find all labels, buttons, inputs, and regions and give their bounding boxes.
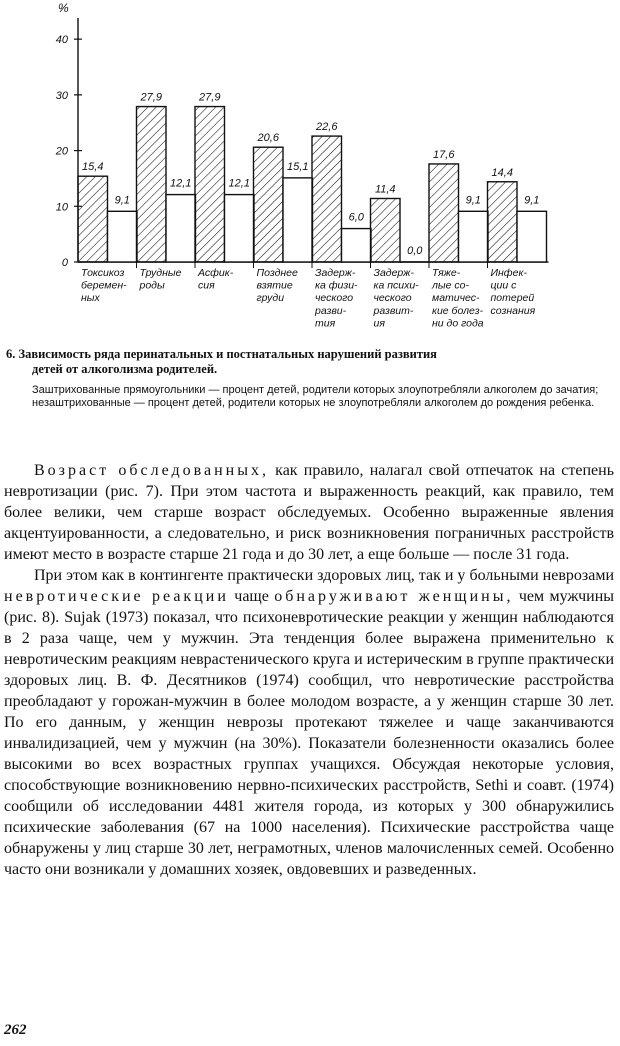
paragraph-1 [4,460,614,565]
spaced-phrase-1: Возраст обследованных, [34,462,269,479]
bar-plain [459,211,489,262]
y-tick-label: 30 [55,89,68,102]
figure-note: Заштрихованные прямоугольники — процент детей, родители которых злоупотребляли алкоголем до зачатия; незаштрихованные — процент детей, родители которых не злоупотребляли алкоголем до рождения ребенка. [32,384,599,409]
body-text [4,460,614,880]
bar-chart [0,0,620,345]
value-label-plain: 9,1 [114,194,130,207]
value-label-hatched: 11,4 [374,183,396,196]
bar-plain [517,211,547,262]
bar-hatched [254,147,284,262]
category-label: Тяже-лые со-матичес-кие болез-ни до года [432,267,484,330]
paragraph-2-text: чем мужчины (рис. 8). Sujak (1973) показал, что психоневротические реакции у женщин наблюдаются в 2 раза чаще, чем у мужчин. Эта тенденция более выражена применительно к невротическим реакциям неврастенического круга и истерическим в группе практически здоровых лиц. В. Ф. Десятников (1974) сообщил, что невротические расстройства преобладают у горожан-мужчин в более молодом возрасте, а у женщин старше 30 лет. По его данным, у женщин неврозы протекают тяжелее и чаще заканчиваются инвалидизацией, чем у мужчин (на 30%). Показатели болезненности оказались более высокими во всех возрастных группах учащихся. Обсуждая некоторые условия, способствующие возникновению нервно-психических расстройств, Sethi и соавт. (1974) сообщили об исследовании 4481 жителя города, из которых у 300 обнаружились психические заболевания (67 на 1000 населения). Психические расстройства чаще обнаружены у лиц старше 30 лет, неграмотных, членов малочисленных семей. Особенно часто они возникали у домашних хозяек, овдовевших и разведенных. [4,588,614,878]
value-label-hatched: 15,4 [82,161,104,174]
figure-caption [6,347,612,377]
value-label-hatched: 22,6 [316,121,338,134]
y-tick-label: 40 [55,34,68,47]
bar-hatched [429,164,459,262]
bar-hatched [78,176,108,262]
bar-plain [225,195,255,262]
bar-hatched [312,136,342,262]
value-label-hatched: 27,9 [199,91,221,104]
value-label-plain: 15,1 [287,160,309,173]
bar-hatched [371,198,401,262]
category-label: Задерж-ка психи-ческого развит-ия [373,267,419,330]
y-tick-label: 0 [61,257,68,269]
value-label-hatched: 20,6 [257,132,279,145]
bar-plain [108,211,138,262]
paragraph-2-start: При этом как в контингенте практически здоровых лиц, так и у больными неврозами [34,567,614,584]
bar-plain [342,229,372,262]
value-label-plain: 0,0 [407,245,423,257]
category-label: Инфек-ции с потерей сознания [490,267,536,317]
value-label-hatched: 14,4 [491,166,513,179]
category-label: Асфик-сия [198,267,234,292]
value-label-plain: 9,1 [524,194,540,207]
y-axis-unit: % [58,1,69,15]
value-label-hatched: 17,6 [433,148,455,161]
category-label: Трудные роды [139,267,182,292]
value-label-plain: 12,1 [170,177,192,190]
caption-line-1: Зависимость ряда перинатальных и постнатальных нарушений развития [18,347,437,361]
y-tick-label: 20 [55,145,68,158]
spaced-phrase-2: невротические реакции [4,588,229,605]
paragraph-2 [4,565,614,880]
bar-hatched [488,182,518,262]
spaced-phrase-3: обнаруживают женщины, [274,588,514,605]
value-label-hatched: 27,9 [140,91,162,104]
value-label-plain: 12,1 [228,177,250,190]
bar-plain [166,195,196,262]
value-label-plain: 9,1 [465,194,481,207]
category-label: Позднее взятие груди [256,267,298,305]
category-label: Задерж-ка физи-ческого разви-тия [315,267,358,330]
bar-hatched [137,107,167,262]
category-label: Токсикоз беремен-ных [81,267,127,305]
bar-hatched [195,107,225,262]
paragraph-1-text: как правило, налагал свой отпечаток на степень невротизации (рис. 7). При этом частота и выраженность реакций, как правило, тем более велики, чем старше возраст обследуемых. Особенно выраженные явления акцентуированности, а следовательно, и риск возникновения пограничных расстройств имеют место в возрасте старше 21 года и до 30 лет, а еще больше — после 31 года. [4,462,615,563]
page-number: 262 [4,1022,27,1038]
value-label-plain: 6,0 [348,211,364,224]
y-tick-label: 10 [55,201,68,214]
caption-number: 6. [6,347,16,361]
paragraph-2-mid: чаще [228,588,275,605]
bar-plain [283,178,313,262]
caption-line-2: детей от алкоголизма родителей. [32,362,218,376]
